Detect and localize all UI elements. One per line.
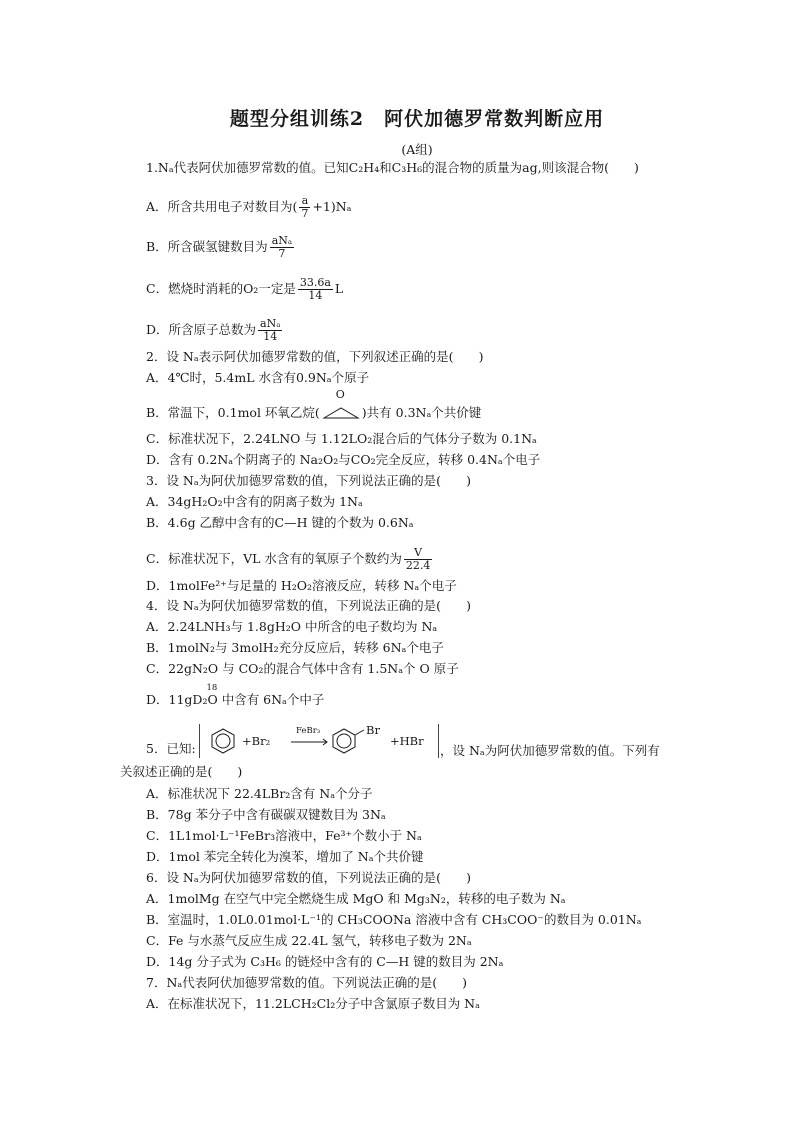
option-text-tail: )共有 0.3Nₐ个共价键: [361, 405, 482, 420]
question-5-option-b: B．78g 苯分子中含有碳碳双键数目为 3Nₐ: [146, 807, 386, 822]
bromobenzene-ring-icon: [333, 729, 364, 753]
question-4-stem: 4．设 Nₐ为阿伏加德罗常数的值，下列说法正确的是( ): [146, 598, 471, 613]
option-text-tail: +1)Nₐ: [312, 199, 352, 214]
option-text-tail: O 中含有 6Nₐ个中子: [207, 692, 325, 707]
fraction: [270, 235, 294, 260]
question-5-stem-tail: ，设 Nₐ为阿伏加德罗常数的值。下列有: [440, 743, 660, 758]
option-text-tail: L: [334, 281, 344, 296]
question-5-stem-continued: 关叙述正确的是( ): [120, 764, 243, 779]
catalyst-febr3: FeBr₃: [296, 726, 321, 736]
fraction-denominator: 7: [301, 207, 309, 220]
bromination-equation: [199, 724, 437, 758]
page-title: 题型分组训练2 阿伏加德罗常数判断应用: [229, 108, 605, 130]
question-7-option-a: A．在标准状况下，11.2LCH₂Cl₂分子中含氯原子数目为 Nₐ: [146, 996, 480, 1011]
question-5-option-d: D．1mol 苯完全转化为溴苯，增加了 Nₐ个共价键: [146, 849, 424, 864]
fraction-numerator: aNₐ: [271, 234, 293, 247]
question-4-option-c: C．22gN₂O 与 CO₂的混合气体中含有 1.5Nₐ个 O 原子: [146, 661, 459, 676]
fraction: [258, 318, 282, 343]
question-3-option-c: [146, 547, 434, 572]
fraction-numerator: a: [299, 195, 310, 208]
question-4-option-a: A．2.24LNH₃与 1.8gH₂O 中所含的电子数均为 Nₐ: [146, 619, 438, 634]
question-2-option-d: D．含有 0.2Nₐ个阴离子的 Na₂O₂与CO₂完全反应，转移 0.4Nₐ个电子: [146, 452, 541, 467]
question-2-stem: 2．设 Nₐ表示阿伏加德罗常数的值，下列叙述正确的是( ): [146, 349, 484, 364]
question-7-stem: 7．Nₐ代表阿伏加德罗常数的值。下列说法正确的是( ): [146, 975, 467, 990]
fraction-denominator: 7: [278, 247, 286, 260]
option-text: B．常温下，0.1mol 环氧乙烷(: [146, 405, 320, 420]
question-6-option-c: C．Fe 与水蒸气反应生成 22.4L 氢气，转移电子数为 2Nₐ: [146, 933, 472, 948]
question-2-option-b: [146, 387, 482, 422]
question-5-intro: 5．已知:: [146, 741, 196, 756]
question-5-option-c: C．1L1mol·L⁻¹FeBr₃溶液中，Fe³⁺个数小于 Nₐ: [146, 828, 422, 843]
question-6-option-d: D．14g 分子式为 C₃H₆ 的链烃中含有的 C—H 键的数目为 2Nₐ: [146, 954, 504, 969]
fraction: [404, 547, 433, 572]
question-1-option-b: [146, 235, 296, 260]
question-1-option-d: [146, 318, 284, 343]
question-3-stem: 3．设 Nₐ为阿伏加德罗常数的值，下列说法正确的是( ): [146, 473, 471, 488]
question-1-stem: 1.Nₐ代表阿伏加德罗常数的值。已知C₂H₄和C₃H₆的混合物的质量为ag,则该混合物( ): [146, 160, 639, 175]
option-text: C．标准状况下，VL 水含有的氧原子个数约为: [146, 551, 402, 566]
group-label: (A组): [401, 142, 433, 157]
question-4-option-b: B．1molN₂与 3molH₂充分反应后，转移 6Nₐ个电子: [146, 640, 444, 655]
epoxyethane-structure: [320, 387, 362, 422]
question-1-option-c: [146, 277, 343, 302]
product-hbr: +HBr: [390, 734, 424, 748]
option-text: D．11gD₂: [146, 692, 208, 707]
question-3-option-b: B．4.6g 乙醇中含有的C—H 键的个数为 0.6Nₐ: [146, 515, 414, 530]
epoxide-ring-icon: [320, 406, 362, 422]
mass-number: 18: [206, 683, 218, 693]
question-6-option-a: A．1molMg 在空气中完全燃烧生成 MgO 和 Mg₃N₂，转移的电子数为 Nₐ: [146, 891, 566, 906]
benzene-ring-icon: [212, 729, 234, 753]
fraction-numerator: 33.6a: [299, 276, 331, 289]
fraction: [299, 195, 310, 220]
reaction-arrow-icon: [291, 739, 327, 745]
fraction-denominator: 14: [263, 330, 278, 343]
question-3-option-a: A．34gH₂O₂中含有的阴离子数为 1Nₐ: [146, 494, 363, 509]
substituent-br: Br: [366, 723, 380, 737]
option-text: B．所含碳氢键数目为: [146, 239, 268, 254]
option-text: C．燃烧时消耗的O₂一定是: [146, 281, 296, 296]
question-6-stem: 6．设 Nₐ为阿伏加德罗常数的值，下列说法正确的是( ): [146, 870, 471, 885]
question-6-option-b: B．室温时，1.0L0.01mol·L⁻¹的 CH₃COONa 溶液中含有 CH₃COO⁻的数目为 0.01Nₐ: [146, 912, 642, 927]
question-4-option-d: [146, 683, 325, 708]
fraction-numerator: aNₐ: [260, 317, 281, 330]
option-text: D．所含原子总数为: [146, 322, 257, 337]
oxygen-atom-label: O: [335, 387, 345, 401]
question-2-option-a: A．4℃时，5.4mL 水含有0.9Nₐ个原子: [146, 370, 370, 385]
question-5-option-a: A．标准状况下 22.4LBr₂含有 Nₐ个分子: [146, 786, 373, 801]
option-text: A．所含共用电子对数目为(: [146, 199, 298, 214]
fraction-denominator: 22.4: [405, 559, 431, 572]
fraction-denominator: 14: [308, 289, 323, 302]
reagent-br2: +Br₂: [242, 734, 271, 748]
fraction-numerator: V: [404, 547, 433, 560]
question-2-option-c: C．标准状况下，2.24LNO 与 1.12LO₂混合后的气体分子数为 0.1Nₐ: [146, 431, 537, 446]
fraction: [298, 277, 333, 302]
question-1-option-a: [146, 195, 351, 220]
question-3-option-d: D．1molFe²⁺与足量的 H₂O₂溶液反应，转移 Nₐ个电子: [146, 578, 457, 593]
